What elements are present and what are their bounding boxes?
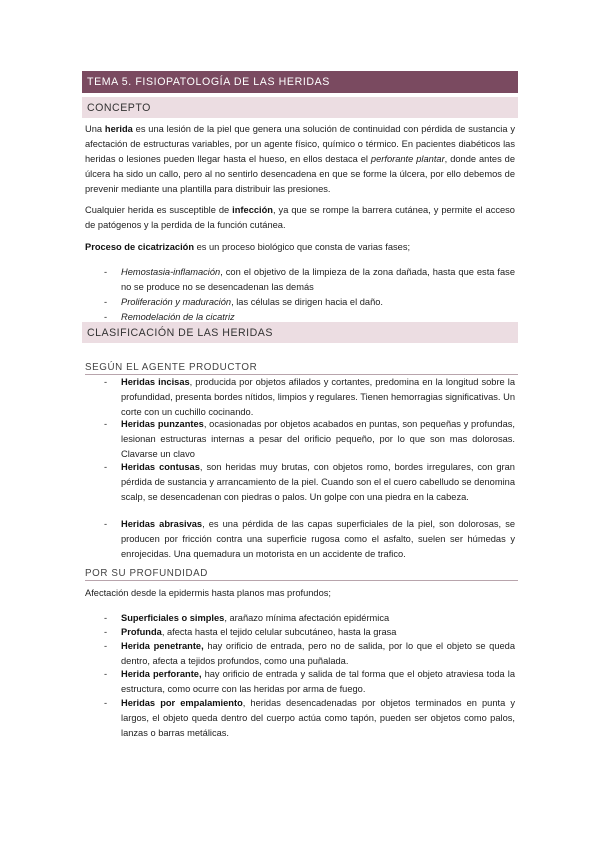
profundidad-item	[121, 667, 515, 697]
agente-term: Heridas contusas	[121, 462, 200, 472]
list-dash: -	[104, 519, 108, 529]
list-dash: -	[104, 669, 108, 679]
profundidad-desc: hay orificio de entrada y salida de tal forma que el objeto atraviesa toda la estructura, como ocurre con las heridas por arma de fuego.	[121, 669, 516, 694]
subsection-profundidad-heading	[85, 568, 518, 581]
profundidad-intro: Afectación desde la epidermis hasta planos mas profundos;	[85, 588, 331, 598]
text-run: es una lesión de la piel que genera una solución de continuidad con pérdida de sustancia y afectación de estructuras variables, por un agente físico, químico o térmico. En pacientes diabéticos las heridas o lesiones pueden llegar hasta el hueso, en ellos destaca el	[85, 124, 516, 164]
text-run: es un proceso biológico que consta de varias fases;	[194, 242, 411, 252]
list-dash: -	[104, 613, 108, 623]
term-perforante-plantar: perforante plantar	[370, 154, 445, 164]
agente-term: Heridas punzantes	[121, 419, 204, 429]
section-concepto-heading-text: CONCEPTO	[87, 101, 151, 114]
subsection-agente-heading-text: SEGÚN EL AGENTE PRODUCTOR	[85, 362, 258, 373]
subsection-profundidad-heading-text: POR SU PROFUNDIDAD	[85, 568, 208, 579]
list-dash: -	[104, 267, 108, 277]
profundidad-term: Superficiales o simples	[121, 613, 225, 623]
section-clasificacion-heading	[82, 322, 518, 343]
agente-desc: , producida por objetos afilados y cortantes, predomina en la longitud sobre la profundidad, presenta bordes nítidos, limpios y regulares. Tienen hemorragias significativas. Un corte con un cuchillo cocinando.	[121, 377, 515, 417]
profundidad-term: Profunda	[121, 627, 162, 637]
text-run: , ya que se rompe la barrera cutánea, y permite el acceso de patógenos y la perdida de la función cutánea.	[85, 205, 515, 230]
profundidad-term: Heridas por empalamiento	[121, 698, 243, 708]
list-dash: -	[104, 419, 108, 429]
phase-desc: , con el objetivo de la limpieza de la zona dañada, hasta que esta fase no se produce no se desencadenan las demás	[121, 267, 515, 292]
agente-term: Heridas incisas	[121, 377, 190, 387]
agente-desc: , es una pérdida de las capas superficiales de la piel, son dolorosas, se producen por fricción contra una superficie rugosa como el asfalto, suelen ser húmedas y enrojecidas. Una quemadura un motorista en un accidente de trafico.	[121, 519, 516, 559]
profundidad-desc: , afecta hasta el tejido celular subcutáneo, hasta la grasa	[161, 627, 397, 637]
profundidad-desc: , arañazo mínima afectación epidérmica	[224, 613, 390, 623]
list-dash: -	[104, 698, 108, 708]
document-title	[82, 71, 518, 93]
phase-name: Remodelación de la cicatriz	[121, 312, 235, 322]
agente-item	[121, 375, 515, 420]
agente-desc: , ocasionadas por objetos acabados en puntas, son pequeñas y profundas, lesionan estructuras internas a pesar del orificio pequeño, por lo que son mas dolorosas. Clavarse un clavo	[121, 419, 515, 459]
profundidad-item	[121, 696, 515, 741]
agente-item	[121, 417, 515, 462]
list-dash: -	[104, 641, 108, 651]
agente-item	[121, 460, 515, 505]
agente-term: Heridas abrasivas	[121, 519, 203, 529]
list-dash: -	[104, 627, 108, 637]
profundidad-desc: , heridas desencadenadas por objetos terminados en punta y largos, el objeto queda dentro del cuerpo actúa como tapón, pueden ser objetos como palos, lanzas o barras metálicas.	[121, 698, 515, 738]
list-dash: -	[104, 297, 108, 307]
phase-item	[121, 295, 515, 310]
profundidad-term: Herida penetrante,	[121, 641, 204, 651]
agente-desc: , son heridas muy brutas, con objetos romo, bordes irregulares, con gran pérdida de sustancia y arrancamiento de la piel. Cuando son el el cuero cabelludo se denomina scalp, se desencadenan con piedras o palos. Un golpe con una piedra en la cabeza.	[121, 462, 515, 502]
profundidad-item	[121, 611, 515, 626]
subsection-agente-heading	[85, 362, 518, 375]
text-run: Una	[85, 124, 105, 134]
phase-desc: , las células se dirigen hacia el daño.	[231, 297, 384, 307]
profundidad-item	[121, 639, 515, 669]
profundidad-term: Herida perforante,	[121, 669, 202, 679]
profundidad-item	[121, 625, 515, 640]
section-clasificacion-heading-text: CLASIFICACIÓN DE LAS HERIDAS	[87, 326, 273, 339]
term-infeccion: infección	[232, 205, 273, 215]
phase-name: Proliferación y maduración	[121, 297, 232, 307]
section-concepto-heading	[82, 97, 518, 118]
term-herida: herida	[104, 124, 133, 134]
concepto-paragraph-1	[85, 122, 515, 197]
phase-item	[121, 265, 515, 295]
list-dash: -	[104, 377, 108, 387]
list-dash: -	[104, 312, 108, 322]
list-dash: -	[104, 462, 108, 472]
phase-name: Hemostasia-inflamación	[121, 267, 221, 277]
text-run: , donde antes de úlcera ha sido un callo, pero al no sentirlo desencadena en que se forme la úlcera, por ello debemos de prevenir mediante una plantilla para distribuir las presiones.	[85, 154, 515, 194]
document-title-text: TEMA 5. FISIOPATOLOGÍA DE LAS HERIDAS	[87, 76, 330, 88]
concepto-paragraph-2	[85, 203, 515, 233]
text-run: Cualquier herida es susceptible de	[85, 205, 233, 215]
agente-item	[121, 517, 515, 562]
profundidad-desc: hay orificio de entrada, pero no de salida, por lo que el objeto se queda dentro, afecta a tejidos profundos, como una puñalada.	[121, 641, 516, 666]
concepto-paragraph-3	[85, 240, 515, 255]
term-proceso-cicatrizacion: Proceso de cicatrización	[85, 242, 195, 252]
